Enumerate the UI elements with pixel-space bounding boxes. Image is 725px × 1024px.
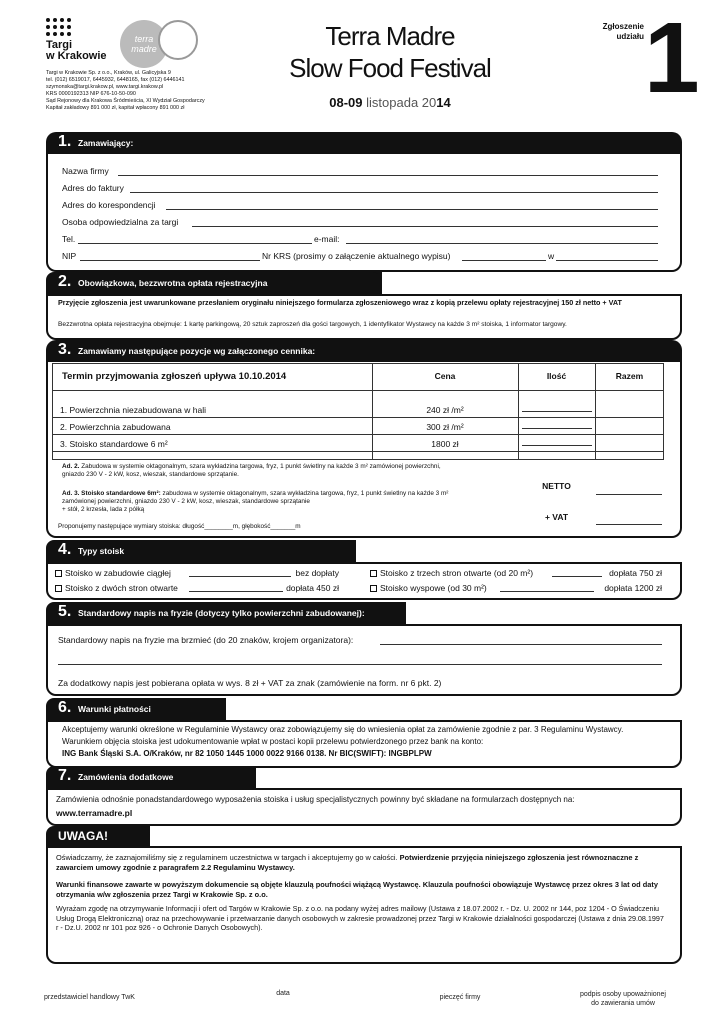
- section-5-header: 5. Standardowy napis na fryzie (dotyczy tylko powierzchni zabudowanej):: [46, 602, 406, 624]
- section-3-header: 3. Zamawiamy następujące pozycje wg załączonego cennika:: [46, 340, 682, 362]
- frieze-fee-note: Za dodatkowy napis jest pobierana opłata w wys. 8 zł + VAT za znak (zamówienie na form. nr 6 pkt. 2): [58, 678, 442, 688]
- table-row-3-name: 3. Stoisko standardowe 6 m²: [60, 439, 168, 449]
- qty-input-1[interactable]: [522, 411, 592, 412]
- uwaga-paragraph-1: Oświadczamy, że zaznajomiliśmy się z regulaminem uczestnictwa w targach i akceptujemy go w całości. Potwierdzenie przyjęcia niniejszego zgłoszenia jest równoznaczne z zawarciem umowy zgodnie z paragrafem 2.2 Regulaminu Wystawcy.: [56, 853, 639, 872]
- company-name-input[interactable]: [118, 175, 658, 176]
- stand-type-option-1[interactable]: Stoisko w zabudowie ciągłej bez dopłaty: [55, 568, 339, 578]
- field-label-correspondence: Adres do korespondencji: [62, 200, 156, 210]
- signature-date: data: [276, 990, 290, 997]
- website-link[interactable]: www.terramadre.pl: [56, 808, 133, 818]
- extra-orders-text: Zamówienia odnośnie ponadstandardowego wyposażenia stoiska i usług specjalistycznych powinny być składane na formularzach dostępnych na:: [56, 795, 575, 804]
- frieze-label: Standardowy napis na fryzie ma brzmieć (do 20 znaków, krojem organizatora):: [58, 635, 354, 645]
- table-row-2-name: 2. Powierzchnia zabudowana: [60, 422, 171, 432]
- correspondence-address-input[interactable]: [166, 209, 658, 210]
- section-4-header: 4. Typy stoisk: [46, 540, 356, 562]
- slow-food-badge-icon: [158, 20, 198, 60]
- bank-account: ING Bank Śląski S.A. O/Kraków, nr 82 1050 1445 1000 0022 9166 0138. Nr BIC(SWIFT): INGBPLPW: [62, 749, 432, 758]
- section-2-header: 2. Obowiązkowa, bezzwrotna opłata rejestracyjna: [46, 272, 382, 294]
- field-label-w: w: [548, 251, 555, 261]
- table-row-3-price: 1800 zł: [431, 439, 459, 449]
- logo-text: Targi w Krakowie: [46, 39, 107, 62]
- dimensions-note: Proponujemy następujące wymiary stoiska: długość________m, głębokość_______m: [58, 523, 301, 530]
- signature-stamp: pieczęć firmy: [439, 994, 481, 1001]
- krs-input[interactable]: [462, 260, 546, 261]
- stand-type-option-4[interactable]: Stoisko wyspowe (od 30 m²) dopłata 1200 zł: [370, 583, 662, 593]
- registration-fee-details: Bezzwrotna opłata rejestracyjna obejmuje: 1 kartę parkingową, 20 sztuk zaproszeń dla gości targowych, 1 identyfikator Wystawcy na każde 3 m² stoiska, 1 informator targowy.: [58, 321, 567, 328]
- col-ilosc: Ilość: [546, 371, 567, 381]
- table-row-1-name: 1. Powierzchnia niezabudowana w hali: [60, 405, 207, 415]
- checkbox-three-sides[interactable]: [370, 570, 377, 577]
- section-7-header: 7. Zamówienia dodatkowe: [46, 766, 256, 788]
- field-label-email: e-mail:: [314, 234, 340, 244]
- field-label-nip: NIP: [62, 251, 77, 261]
- form-number: 1: [644, 2, 700, 114]
- field-label-company: Nazwa firmy: [62, 166, 109, 176]
- vat-label: + VAT: [544, 512, 569, 522]
- frieze-text-input[interactable]: [380, 644, 662, 645]
- logo-dots-icon: [46, 18, 80, 38]
- payment-text-1: Akceptujemy warunki określone w Regulaminie Wystawcy oraz zobowiązujemy się do wniesienia opłat za zamówienie zgodnie z par. 3 Regulaminu Wystawcy.: [62, 725, 624, 734]
- field-label-invoice: Adres do faktury: [62, 183, 124, 193]
- checkbox-continuous[interactable]: [55, 570, 62, 577]
- netto-label: NETTO: [542, 481, 571, 491]
- krs-court-input[interactable]: [556, 260, 658, 261]
- ad3-note: Ad. 3. Stoisko standardowe 6m²: zabudowa w systemie oktagonalnym, szara wykładzina targowa, fryz, 1 punkt świetlny na każde 3 m² zamówionej powierzchni, gniazdo 230 V - 2 kW, kosz, wieszak, standardowe sprzątanie + stół, 2 krzesła, lada z półką: [62, 490, 449, 513]
- section-7-box: [46, 788, 682, 826]
- payment-text-2: Warunkiem objęcia stoiska jest udokumentowanie wpłat w postaci kopii przelewu potwierdzonego przez bank na konto:: [62, 737, 484, 746]
- checkbox-island[interactable]: [370, 585, 377, 592]
- table-row-1-price: 240 zł /m²: [426, 405, 464, 415]
- checkbox-two-sides[interactable]: [55, 585, 62, 592]
- table-row-2-price: 300 zł /m²: [426, 422, 464, 432]
- email-input[interactable]: [346, 243, 658, 244]
- qty-input-3[interactable]: [522, 445, 592, 446]
- company-info: Targi w Krakowie Sp. z o.o., Kraków, ul. Galicyjska 9 tel. (012) 6519017, 6445932, 6448165, fax (012) 6446141 szymonska@targi.krakow.pl, www.targi.krakow.pl KRS 0000192313 NIP 676-10-50-090 Sąd Rejonowy dla Krakowa Śródmieścia, XI Wydział Gospodarczy Kapitał zakładowy 891 000 zł, kapitał wpłacony 891 000 zł: [46, 70, 205, 111]
- stand-type-option-3[interactable]: Stoisko z trzech stron otwarte (od 20 m²) dopłata 750 zł: [370, 568, 662, 578]
- invoice-address-input[interactable]: [130, 192, 658, 193]
- nip-input[interactable]: [80, 260, 260, 261]
- field-label-tel: Tel.: [62, 234, 76, 244]
- col-razem: Razem: [615, 371, 644, 381]
- section-1-header: 1. Zamawiający:: [46, 132, 682, 154]
- vat-total-input[interactable]: [596, 524, 662, 525]
- tel-input[interactable]: [78, 243, 312, 244]
- ad2-note: Ad. 2. Zabudowa w systemie oktagonalnym, szara wykładzina targowa, fryz, 1 punkt świetlny na każde 3 m² zamówionej powierzchni, gniazdo 230 V - 2 kW, kosz, wieszak, standardowe sprzątanie.: [62, 463, 441, 478]
- event-dates: 08-09 listopada 2014: [329, 95, 451, 110]
- contact-person-input[interactable]: [192, 226, 658, 227]
- frieze-text-input-2[interactable]: [58, 664, 662, 665]
- field-label-contact: Osoba odpowiedzialna za targi: [62, 217, 179, 227]
- qty-input-2[interactable]: [522, 428, 592, 429]
- form-label: Zgłoszenie udziału: [602, 22, 644, 41]
- signature-authorized: podpis osoby upoważnionej do zawierania umów: [579, 991, 666, 1007]
- signature-sales-rep: przedstawiciel handlowy TwK: [44, 994, 135, 1001]
- field-label-krs: Nr KRS (prosimy o załączenie aktualnego wypisu): [262, 251, 451, 261]
- netto-total-input[interactable]: [596, 494, 662, 495]
- deadline: Termin przyjmowania zgłoszeń upływa 10.10.2014: [62, 371, 287, 382]
- section-6-header: 6. Warunki płatności: [46, 698, 226, 720]
- registration-fee-text: Przyjęcie zgłoszenia jest uwarunkowane przesłaniem oryginału niniejszego formularza zgłoszeniowego wraz z kopią przelewu opłaty rejestracyjnej 150 zł netto + VAT: [58, 298, 622, 307]
- col-cena: Cena: [434, 371, 456, 381]
- badge-text: terra madre: [131, 34, 157, 54]
- uwaga-paragraph-2: Warunki finansowe zawarte w powyższym dokumencie są objęte klauzulą poufności wiążącą Wystawcę. Klauzula poufności obowiązuje Wystawcę przez okres 3 lat od daty otrzymania w/w zgłoszenia przez Targi w Krakowie Sp. z o.o.: [56, 880, 658, 899]
- uwaga-header: UWAGA!: [46, 826, 150, 846]
- stand-type-option-2[interactable]: Stoisko z dwóch stron otwarte dopłata 450 zł: [55, 583, 339, 593]
- uwaga-paragraph-3: Wyrażam zgodę na otrzymywanie Informacji i ofert od Targów w Krakowie Sp. z o.o. na podany wyżej adres mailowy (Ustawa z 18.07.2002 r. - Dz. U. 2002 nr 144, poz 1204 - O Świadczeniu Usług Drogą Elektroniczną) oraz na przechowywanie i przetwarzanie danych osobowych w zakresie prowadzonej przez Targi w Krakowie działalności gospodarczej (Ustawa z dnia 29.08.1997 r - Dz.U. 2002 nr 101 poz 926 - o Ochronie Danych Osobowych).: [56, 904, 664, 932]
- page-title: Terra Madre Slow Food Festival: [289, 21, 491, 83]
